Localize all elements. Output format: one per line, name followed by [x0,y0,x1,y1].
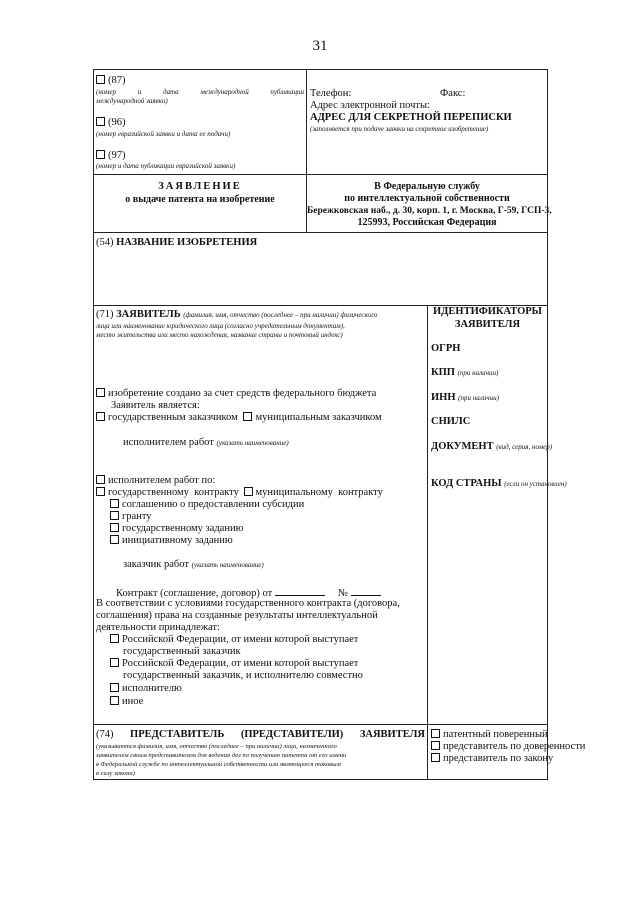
checkbox-grant[interactable] [110,511,119,520]
checkbox-other[interactable] [110,696,119,705]
identifiers-title-line2: ЗАЯВИТЕЛЯ [454,319,521,330]
contract-options: государственному контракту муниципальному контракту [96,487,383,499]
field-96-note: (номер евразийской заявки и дата ее подачи) [96,130,231,138]
application-title: ЗАЯВЛЕНИЕ [158,181,242,192]
checkbox-state-customer[interactable] [96,412,105,421]
email-label: Адрес электронной почты: [310,100,430,111]
addressee-line2: по интеллектуальной собственности [344,193,510,204]
contractor-by-option: исполнителем работ по: [96,475,215,487]
checkbox-rf-joint[interactable] [110,658,119,667]
checkbox-proxy-representative[interactable] [431,741,440,750]
divider-addressee-row [93,232,548,233]
customer-options: государственным заказчиком муниципальным заказчиком [96,412,382,424]
checkbox-96[interactable] [96,117,105,126]
checkbox-rf[interactable] [110,634,119,643]
addressee-line3: Бережковская наб., д. 30, корп. 1, г. Москва, Г-59, ГСП-3, [307,206,552,216]
legal-representative-option: представитель по закону [431,753,553,765]
addressee-line1: В Федеральную службу [374,181,480,192]
checkbox-patent-attorney[interactable] [431,729,440,738]
invention-name-label: (54) НАЗВАНИЕ ИЗОБРЕТЕНИЯ [96,237,258,248]
contract-number-field[interactable] [351,586,381,596]
applicant-label: (71) ЗАЯВИТЕЛЬ (фамилия, имя, отчество (последнее – при наличии) физического [96,309,378,320]
other-option: иное [110,696,143,708]
table-border-bottom [93,779,548,780]
applicant-note-line2: лица или наименование юридического лица (согласно учредительным документам), [96,322,345,330]
checkbox-subsidy[interactable] [110,499,119,508]
field-87: (87) [96,75,126,87]
federal-budget-option: изобретение создано за счет средств федерального бюджета [96,388,376,400]
field-87-note-line2: международной заявки) [96,97,168,105]
inn-label: ИНН (при наличии) [431,392,499,403]
rights-line3: деятельности принадлежат: [96,622,220,633]
checkbox-initiative-task[interactable] [110,535,119,544]
rf-option-line2: государственный заказчик [123,646,241,657]
patent-attorney-option: патентный поверенный [431,729,548,741]
table-border-left [93,69,94,779]
checkbox-municipal-customer[interactable] [243,412,252,421]
field-96: (96) [96,117,126,129]
representative-note-line1: (указываются фамилия, имя, отчество (последнее – при наличии) лица, назначенного [96,743,337,750]
column-divider-applicant [427,305,428,779]
field-97-note: (номер и дата публикации евразийской заявки) [96,162,236,170]
representative-label: (74) ПРЕДСТАВИТЕЛЬ (ПРЕДСТАВИТЕЛИ) ЗАЯВИТЕЛЯ [96,729,425,740]
checkbox-state-task[interactable] [110,523,119,532]
field-87-note: (номер и дата международной публикации [96,88,304,96]
contract-date-field[interactable] [275,586,325,596]
checkbox-municipal-contract[interactable] [244,487,253,496]
checkbox-87[interactable] [96,75,105,84]
executor-option: исполнителю [110,683,182,695]
fax-label: Факс: [440,88,466,99]
snils-label: СНИЛС [431,416,471,427]
rights-line1: В соответствии с условиями государственного контракта (договора, [96,598,400,609]
contract-date-line: Контракт (соглашение, договор) от № [116,586,381,600]
phone-label: Телефон: [310,88,352,99]
checkbox-97[interactable] [96,150,105,159]
checkbox-executor[interactable] [110,683,119,692]
rf-joint-option: Российской Федерации, от имени которой выступает [110,658,358,670]
work-customer-line: заказчик работ (указать наименование) [123,559,264,570]
state-task-option: государственному заданию [110,523,243,535]
rf-joint-option-line2: государственный заказчик, и исполнителю совместно [123,670,363,681]
rf-option: Российской Федерации, от имени которой выступает [110,634,358,646]
document-label: ДОКУМЕНТ (вид, серия, номер) [431,441,553,452]
country-code-label: КОД СТРАНЫ (если он установлен) [431,478,567,489]
representative-note-line2: заявителем своим представителем для ведения дел по получению патента от его имени [96,752,347,759]
checkbox-legal-representative[interactable] [431,753,440,762]
rights-line2: соглашения) права на созданные результаты интеллектуальной [96,610,378,621]
kpp-label: КПП (при наличии) [431,367,499,378]
table-border-top [93,69,548,70]
identifiers-title-line1: ИДЕНТИФИКАТОРЫ [433,306,542,317]
application-subtitle: о выдаче патента на изобретение [125,194,275,205]
applicant-is-label: Заявитель является: [111,400,200,411]
secret-address-note: (заполняется при подаче заявки на секретное изобретение) [310,125,489,133]
field-97: (97) [96,150,126,162]
representative-note-line3: в Федеральной службе по интеллектуальной собственности или являющееся таковым [96,761,341,768]
ogrn-label: ОГРН [431,343,461,354]
grant-option: гранту [110,511,152,523]
subsidy-option: соглашению о предоставлении субсидии [110,499,304,511]
checkbox-federal-budget[interactable] [96,388,105,397]
applicant-note-line3: место жительства или место нахождения, название страны и почтовый индекс) [96,331,343,339]
checkbox-state-contract[interactable] [96,487,105,496]
proxy-representative-option: представитель по доверенности [431,741,585,753]
checkbox-contractor-by[interactable] [96,475,105,484]
addressee-line4: 125993, Российская Федерация [357,217,497,228]
page-number: 31 [312,38,328,54]
representative-note-line4: в силу закона) [96,770,135,777]
secret-address-title: АДРЕС ДЛЯ СЕКРЕТНОЙ ПЕРЕПИСКИ [310,112,512,123]
contractor-line: исполнителем работ (указать наименование) [123,437,289,448]
divider-header-row [93,174,548,175]
table-border-right [547,69,548,779]
initiative-task-option: инициативному заданию [110,535,233,547]
divider-applicant-row [93,724,548,725]
